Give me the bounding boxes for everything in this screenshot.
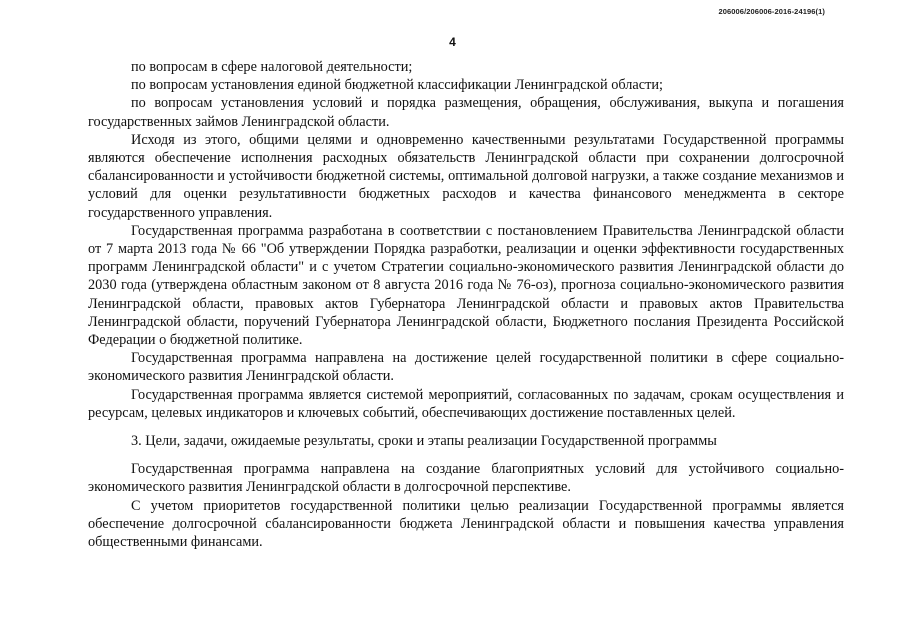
page-number: 4 — [449, 35, 456, 49]
document-body — [88, 58, 844, 551]
section-heading: 3. Цели, задачи, ожидаемые результаты, сроки и этапы реализации Государственной программы — [131, 433, 717, 450]
document-code: 206006/206006-2016-24196(1) — [718, 7, 825, 16]
paragraph-5: Государственная программа разработана в соответствии с постановлением Правительства Ленинградской области от 7 марта 2013 года № 66 "Об утверждении Порядка разработки, реализации и оценки эффективности государственных программ Ленинградской области" и с учетом Стратегии социально-экономического развития Ленинградской области до 2030 года (утверждена областным законом от 8 августа 2016 года № 76-оз), прогноза социально-экономического развития Ленинградской области, правовых актов Губернатора Ленинградской области и правовых актов Правительства Ленинградской области, поручений Губернатора Ленинградской области, Бюджетного послания Президента Российской Федерации о бюджетной политике. — [88, 222, 844, 349]
paragraph-9: С учетом приоритетов государственной политики целью реализации Государственной программы является обеспечение долгосрочной сбалансированности бюджета Ленинградской области и повышения качества управления общественными финансами. — [88, 497, 844, 551]
paragraph-2: по вопросам установления единой бюджетной классификации Ленинградской области; — [131, 77, 663, 94]
paragraph-7: Государственная программа является системой мероприятий, согласованных по задачам, срокам осуществления и ресурсам, целевых индикаторов и ключевых событий, обеспечивающих достижение поставленных целей. — [88, 386, 844, 421]
paragraph-8: Государственная программа направлена на создание благоприятных условий для устойчивого социально-экономического развития Ленинградской области в долгосрочной перспективе. — [88, 461, 844, 496]
paragraph-3: по вопросам установления условий и порядка размещения, обращения, обслуживания, выкупа и погашения государственных займов Ленинградской области. — [88, 95, 844, 130]
paragraph-6: Государственная программа направлена на достижение целей государственной политики в сфере социально-экономического развития Ленинградской области. — [88, 350, 844, 385]
paragraph-1: по вопросам в сфере налоговой деятельности; — [131, 59, 413, 75]
paragraph-4: Исходя из этого, общими целями и одновременно качественными результатами Государственной программы являются обеспечение исполнения расходных обязательств Ленинградской области при сохранении долгосрочной сбалансированности и устойчивости бюджетной системы, оптимальной долговой нагрузки, а также создание механизмов и условий для оценки результативности бюджетных расходов и качества финансового менеджмента в секторе государственного управления. — [88, 131, 844, 221]
